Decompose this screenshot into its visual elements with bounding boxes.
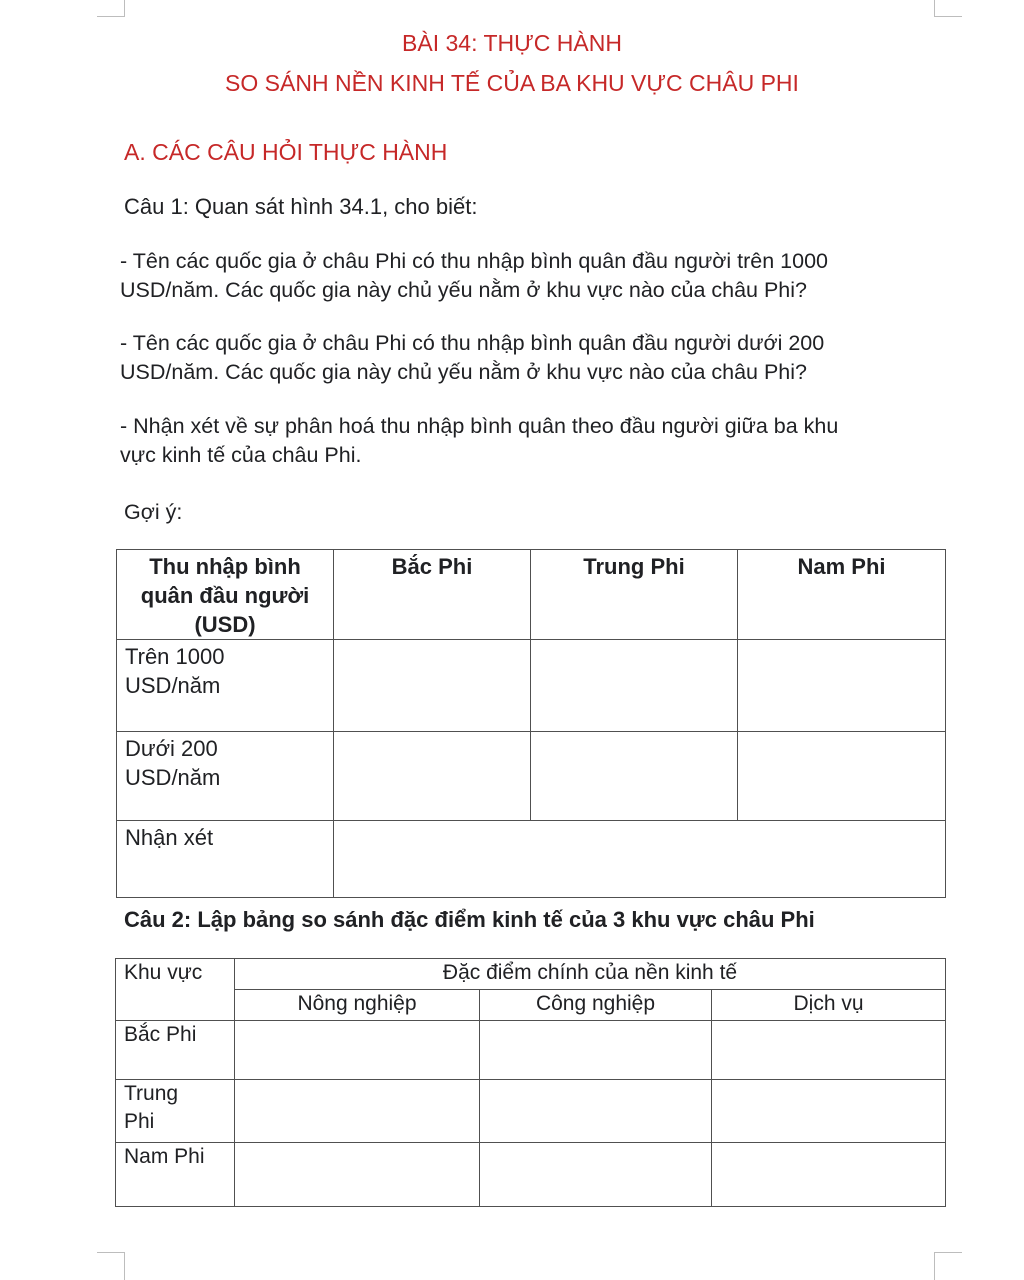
table-row [117, 821, 946, 898]
row-label [116, 1021, 235, 1080]
row-label-line: USD/năm [125, 765, 221, 790]
economy-table [115, 958, 946, 1207]
section-heading: A. CÁC CÂU HỎI THỰC HÀNH [124, 139, 448, 165]
region-column-header: Khu vực [116, 959, 235, 1021]
empty-cell [712, 1143, 946, 1207]
row-label-line: Bắc Phi [124, 1023, 197, 1046]
empty-cell [480, 1080, 712, 1143]
table-row [117, 732, 946, 821]
empty-cell [334, 732, 531, 821]
item-line: USD/năm. Các quốc gia này chủ yếu nằm ở khu vực nào của châu Phi? [120, 360, 808, 384]
row-label-line: Dưới 200 [125, 736, 218, 761]
sector-header: Công nghiệp [480, 990, 712, 1021]
item-line: vực kinh tế của châu Phi. [120, 443, 362, 467]
question-1-item [120, 412, 920, 470]
table-row [117, 640, 946, 732]
table-header-row [116, 990, 946, 1021]
lesson-title: BÀI 34: THỰC HÀNH [402, 30, 622, 56]
sector-header: Nông nghiệp [235, 990, 480, 1021]
region-header: Trung Phi [531, 550, 738, 640]
empty-cell [531, 640, 738, 732]
table-row [116, 1143, 946, 1207]
empty-cell [235, 1021, 480, 1080]
table-header-row [117, 550, 946, 640]
empty-cell [334, 821, 946, 898]
table-row [116, 1080, 946, 1143]
crop-mark-bottom-left [97, 1252, 125, 1253]
empty-cell [531, 732, 738, 821]
item-line: USD/năm. Các quốc gia này chủ yếu nằm ở khu vực nào của châu Phi? [120, 278, 808, 302]
lesson-subtitle: SO SÁNH NỀN KINH TẾ CỦA BA KHU VỰC CHÂU PHI [225, 70, 799, 96]
crop-mark-top-right [934, 0, 935, 16]
table-header-row [116, 959, 946, 990]
empty-cell [738, 640, 946, 732]
question-1-title: Câu 1: Quan sát hình 34.1, cho biết: [124, 194, 478, 219]
empty-cell [738, 732, 946, 821]
crop-mark-top-right [934, 16, 962, 17]
region-header: Bắc Phi [334, 550, 531, 640]
item-line: - Tên các quốc gia ở châu Phi có thu nhập bình quân đầu người trên 1000 [120, 249, 828, 273]
header-line: Thu nhập bình [149, 554, 301, 579]
row-label [116, 1143, 235, 1207]
hint-label: Gợi ý: [124, 500, 183, 524]
empty-cell [235, 1143, 480, 1207]
crop-mark-bottom-left [124, 1252, 125, 1280]
row-label-line: Trên 1000 [125, 644, 225, 669]
crop-mark-top-left [97, 16, 125, 17]
row-label [116, 1080, 235, 1143]
question-1-item [120, 247, 920, 305]
empty-cell [712, 1021, 946, 1080]
empty-cell [480, 1021, 712, 1080]
row-label-line: Nam Phi [124, 1145, 205, 1168]
row-label [117, 640, 334, 732]
empty-cell [712, 1080, 946, 1143]
header-line: (USD) [194, 612, 256, 637]
corner-header [117, 550, 334, 640]
question-1-item [120, 329, 920, 387]
crop-mark-top-left [124, 0, 125, 16]
header-line: quân đầu người [140, 583, 310, 608]
region-header: Nam Phi [738, 550, 946, 640]
sector-header: Dịch vụ [712, 990, 946, 1021]
empty-cell [235, 1080, 480, 1143]
empty-cell [480, 1143, 712, 1207]
crop-mark-bottom-right [934, 1252, 962, 1253]
row-label: Nhận xét [117, 821, 334, 898]
row-label-line: USD/năm [125, 673, 221, 698]
group-header: Đặc điểm chính của nền kinh tế [235, 959, 946, 990]
item-line: - Tên các quốc gia ở châu Phi có thu nhập bình quân đầu người dưới 200 [120, 331, 825, 355]
item-line: - Nhận xét về sự phân hoá thu nhập bình quân theo đầu người giữa ba khu [120, 414, 839, 438]
empty-cell [334, 640, 531, 732]
table-row [116, 1021, 946, 1080]
crop-mark-bottom-right [934, 1252, 935, 1280]
row-label [117, 732, 334, 821]
row-label-line: Phi [124, 1110, 155, 1133]
row-label-line: Trung [124, 1082, 179, 1105]
question-2-title: Câu 2: Lập bảng so sánh đặc điểm kinh tế của 3 khu vực châu Phi [124, 907, 815, 932]
income-table [116, 549, 946, 898]
